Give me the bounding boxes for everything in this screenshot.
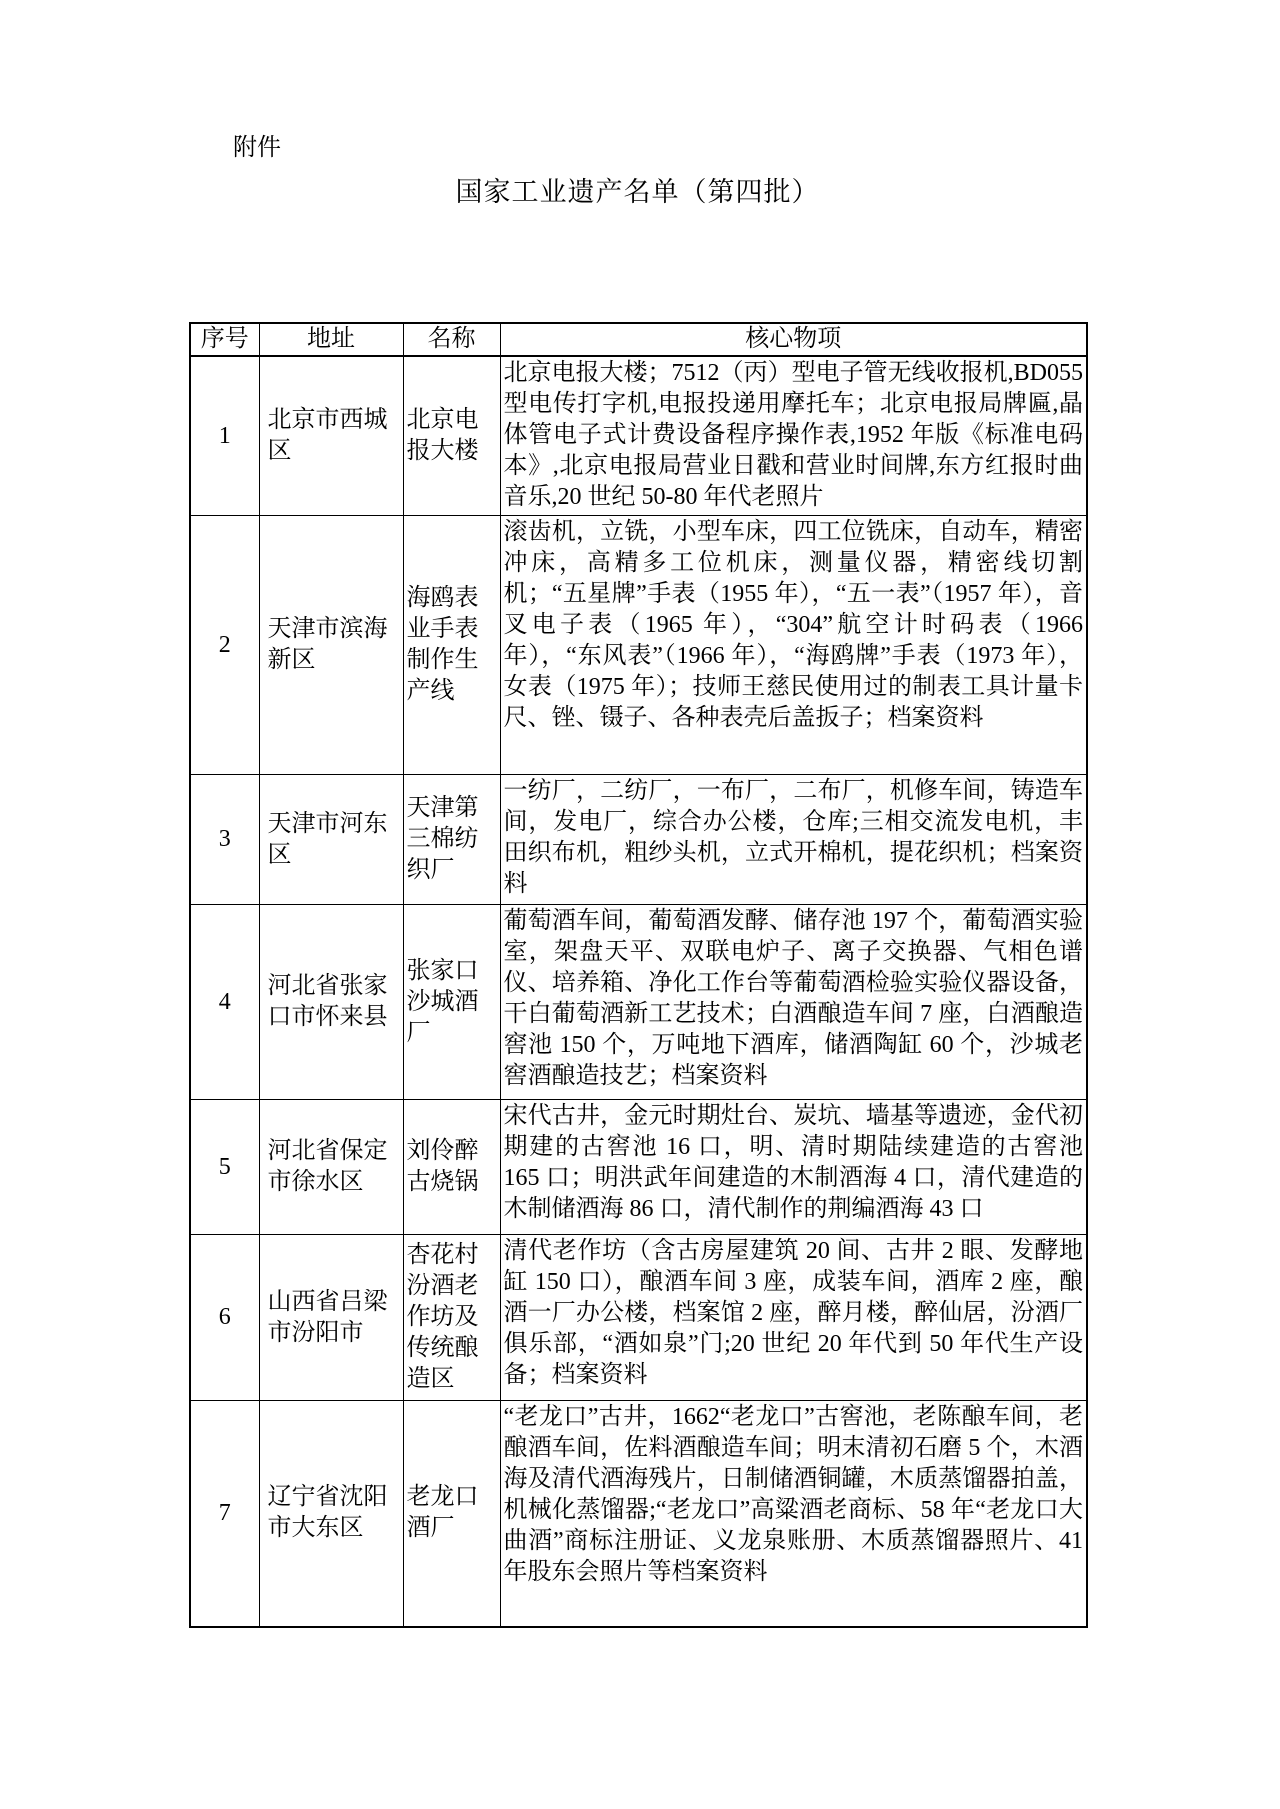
cell-name: 杏花村汾酒老作坊及传统酿造区 xyxy=(403,1235,500,1401)
cell-core-items: 葡萄酒车间，葡萄酒发酵、储存池 197 个，葡萄酒实验室，架盘天平、双联电炉子、离子交换器、气相色谱仪、培养箱、净化工作台等葡萄酒检验实验仪器设备，干白葡萄酒新工艺技术；白酒酿造车间 7 座，白酒酿造窖池 150 个，万吨地下酒库，储酒陶缸 60 个，沙城老窖酒酿造技艺；档案资料 xyxy=(500,905,1087,1100)
table-row xyxy=(190,356,1087,516)
attachment-label: 附件 xyxy=(233,135,281,161)
column-header-number: 序号 xyxy=(190,323,259,356)
page-title: 国家工业遗产名单（第四批） xyxy=(455,177,820,207)
table-row xyxy=(190,1401,1087,1627)
cell-name: 北京电报大楼 xyxy=(403,356,500,516)
table-row xyxy=(190,905,1087,1100)
cell-name: 刘伶醉古烧锅 xyxy=(403,1100,500,1235)
cell-number: 2 xyxy=(190,516,259,775)
cell-address: 河北省保定市徐水区 xyxy=(259,1100,403,1235)
cell-core-items: 北京电报大楼；7512（丙）型电子管无线收报机,BD055 型电传打字机,电报投递用摩托车；北京电报局牌匾,晶体管电子式计费设备程序操作表,1952 年版《标准电码本》,北京电报局营业日戳和营业时间牌,东方红报时曲音乐,20 世纪 50-80 年代老照片 xyxy=(500,356,1087,516)
cell-name: 张家口沙城酒厂 xyxy=(403,905,500,1100)
cell-address: 天津市河东区 xyxy=(259,775,403,905)
column-header-core-items: 核心物项 xyxy=(500,323,1087,356)
table-row xyxy=(190,1100,1087,1235)
cell-core-items: 滚齿机，立铣，小型车床，四工位铣床，自动车，精密冲床，高精多工位机床，测量仪器，精密线切割机；“五星牌”手表（1955 年），“五一表”（1957 年），音叉电子表（1965 年），“304”航空计时码表（1966 年），“东风表”（1966 年），“海鸥牌”手表（1973 年），女表（1975 年）；技师王慈民使用过的制表工具计量卡尺、锉、镊子、各种表壳后盖扳子；档案资料 xyxy=(500,516,1087,775)
cell-core-items: 宋代古井，金元时期灶台、炭坑、墙基等遗迹，金代初期建的古窖池 16 口，明、清时期陆续建造的古窖池 165 口；明洪武年间建造的木制酒海 4 口，清代建造的木制储酒海 86 口，清代制作的荆编酒海 43 口 xyxy=(500,1100,1087,1235)
cell-number: 1 xyxy=(190,356,259,516)
column-header-name: 名称 xyxy=(403,323,500,356)
cell-address: 天津市滨海新区 xyxy=(259,516,403,775)
cell-address: 山西省吕梁市汾阳市 xyxy=(259,1235,403,1401)
cell-core-items: “老龙口”古井，1662“老龙口”古窖池，老陈酿车间，老酿酒车间，佐料酒酿造车间；明末清初石磨 5 个，木酒海及清代酒海残片，日制储酒铜罐，木质蒸馏器拍盖，机械化蒸馏器;“老龙口”高粱酒老商标、58 年“老龙口大曲酒”商标注册证、义龙泉账册、木质蒸馏器照片、41 年股东会照片等档案资料 xyxy=(500,1401,1087,1627)
cell-number: 7 xyxy=(190,1401,259,1627)
table-row xyxy=(190,516,1087,775)
cell-name: 海鸥表业手表制作生产线 xyxy=(403,516,500,775)
table-header xyxy=(190,323,1087,356)
table-row xyxy=(190,775,1087,905)
cell-core-items: 一纺厂，二纺厂，一布厂，二布厂，机修车间，铸造车间，发电厂，综合办公楼，仓库;三相交流发电机，丰田织布机，粗纱头机，立式开棉机，提花织机；档案资料 xyxy=(500,775,1087,905)
table-header-row xyxy=(190,323,1087,356)
cell-address: 北京市西城区 xyxy=(259,356,403,516)
heritage-table xyxy=(189,322,1088,1628)
cell-number: 4 xyxy=(190,905,259,1100)
cell-number: 3 xyxy=(190,775,259,905)
cell-number: 5 xyxy=(190,1100,259,1235)
cell-core-items: 清代老作坊（含古房屋建筑 20 间、古井 2 眼、发酵地缸 150 口），酿酒车间 3 座，成装车间，酒库 2 座，酿酒一厂办公楼，档案馆 2 座，醉月楼，醉仙居，汾酒厂俱乐部，“酒如泉”门;20 世纪 20 年代到 50 年代生产设备；档案资料 xyxy=(500,1235,1087,1401)
cell-address: 河北省张家口市怀来县 xyxy=(259,905,403,1100)
cell-address: 辽宁省沈阳市大东区 xyxy=(259,1401,403,1627)
column-header-address: 地址 xyxy=(259,323,403,356)
cell-name: 天津第三棉纺织厂 xyxy=(403,775,500,905)
cell-number: 6 xyxy=(190,1235,259,1401)
cell-name: 老龙口酒厂 xyxy=(403,1401,500,1627)
table-row xyxy=(190,1235,1087,1401)
